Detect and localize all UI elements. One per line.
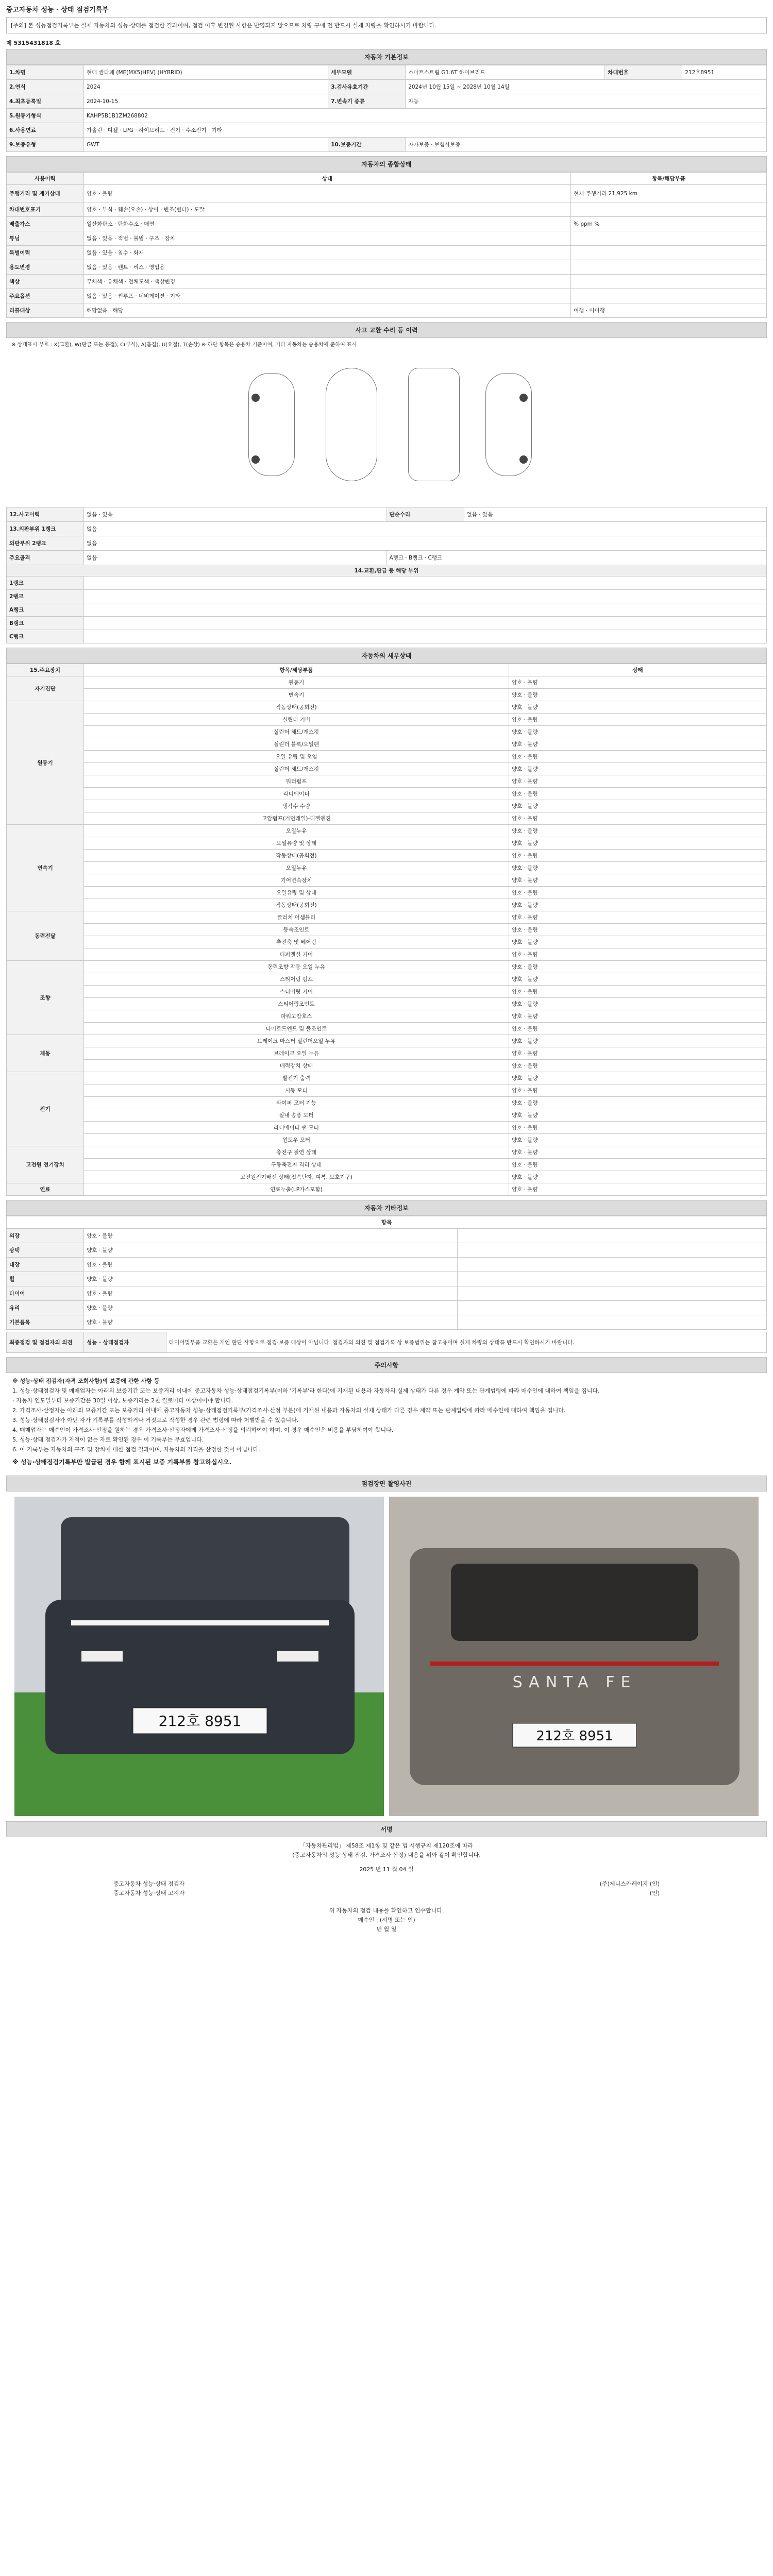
general-row-label: 용도변경	[7, 260, 84, 275]
rank-label: B랭크	[7, 617, 84, 630]
detail-group-label: 제동	[7, 1035, 84, 1072]
detail-state: 양호 · 불량	[509, 788, 767, 800]
value-fuel: 가솔린 · 디젤 · LPG · 하이브리드 · 전기 · 수소전기 · 기타	[84, 123, 767, 138]
simple-repair-value: 없음 · 있음	[464, 507, 767, 522]
detail-item: 와이퍼 모터 기능	[84, 1097, 509, 1109]
detail-item: 배력장치 상태	[84, 1060, 509, 1072]
detail-item: 등속조인트	[84, 924, 509, 936]
detail-item: 고압펌프(커먼레일)-디젤엔진	[84, 812, 509, 825]
accident-table	[6, 507, 767, 643]
general-row-label: 리콜대상	[7, 303, 84, 318]
detail-item: 실린더 커버	[84, 714, 509, 726]
detail-state: 양호 · 불량	[509, 1010, 767, 1023]
accident-value: 없음 · 있음	[84, 507, 387, 522]
general-row-label: 주행거리 및 계기상태	[7, 185, 84, 202]
extra-item: 외장	[7, 1229, 84, 1243]
detail-state: 양호 · 불량	[509, 701, 767, 714]
detail-item: 작동상태(공회전)	[84, 701, 509, 714]
detail-state: 양호 · 불량	[509, 1023, 767, 1035]
value-inspection-period: 2024년 10월 15일 ~ 2028년 10월 14일	[406, 80, 767, 94]
detail-item: 오일유량 및 상태	[84, 887, 509, 899]
detail-item: 파워고압호스	[84, 1010, 509, 1023]
detail-state: 양호 · 불량	[509, 726, 767, 738]
label-model: 세부모델	[328, 65, 406, 80]
extra-item: 유리	[7, 1301, 84, 1315]
label-inspection-period: 3.검사유효기간	[328, 80, 406, 94]
sign-name: (인)	[649, 1890, 660, 1896]
detail-state: 양호 · 불량	[509, 714, 767, 726]
extra-head: 항목	[7, 1216, 767, 1229]
value-transmission: 자동	[406, 94, 767, 109]
detail-state: 양호 · 불량	[509, 911, 767, 924]
detail-state: 양호 · 불량	[509, 936, 767, 948]
detail-item: 스티어링조인트	[84, 998, 509, 1010]
detail-group-label: 변속기	[7, 825, 84, 911]
section-general: 자동차의 종합상태	[6, 156, 767, 172]
label-transmission: 7.변속기 종류	[328, 94, 406, 109]
detail-state: 양호 · 불량	[509, 751, 767, 763]
general-head-item: 항목/해당부품	[571, 173, 767, 185]
general-row-value: 없음 · 있음 · 침수 · 화재	[84, 246, 571, 260]
label-car-name: 1.차명	[7, 65, 84, 80]
detail-item: 실린더 헤드/개스킷	[84, 763, 509, 775]
label-plate: 차대번호	[605, 65, 682, 80]
detail-state: 양호 · 불량	[509, 1122, 767, 1134]
notice-box: [주의] 본 성능점검기록부는 실제 자동차의 성능·상태를 점검한 결과이며, 점검 이후 변경된 사항은 반영되지 않으므로 차량 구매 전 반드시 실제 차량을 확인하시기 바랍니다.	[6, 17, 767, 33]
detail-group-label: 동력전달	[7, 911, 84, 961]
detail-state: 양호 · 불량	[509, 924, 767, 936]
rank-label: 2랭크	[7, 590, 84, 603]
detail-state: 양호 · 불량	[509, 738, 767, 751]
detail-item: 발전기 출력	[84, 1072, 509, 1084]
extra-state: 양호 · 불량	[84, 1229, 458, 1243]
caution-line: 3. 성능·상태점검자가 아닌 자가 기록부를 작성하거나 거짓으로 작성한 경우 관련 법령에 따라 처벌받을 수 있습니다.	[12, 1417, 299, 1423]
caution-notes	[6, 1373, 767, 1476]
detail-item: 냉각수 수량	[84, 800, 509, 812]
detail-item: 연료누출(LP가스포함)	[84, 1183, 509, 1196]
sign-line: 「자동차관리법」 제58조 제1항 및 같은 법 시행규칙 제120조에 따라	[299, 1842, 474, 1849]
wheel-icon	[519, 394, 528, 402]
section-extra: 자동차 기타정보	[6, 1200, 767, 1216]
detail-state: 양호 · 불량	[509, 763, 767, 775]
detail-state: 양호 · 불량	[509, 887, 767, 899]
detail-item: 추진축 및 베어링	[84, 936, 509, 948]
detail-item: 기어변속장치	[84, 874, 509, 887]
label-first-reg: 4.최초등록일	[7, 94, 84, 109]
value-model: 스마트스트림 G1.6T 하이브리드	[406, 65, 605, 80]
detail-item: 오일 유량 및 오염	[84, 751, 509, 763]
page-title: 중고자동차 성능 · 상태 점검기록부	[6, 6, 109, 14]
value-year: 2024	[84, 80, 328, 94]
section-accident-diagram: 사고 교환 수리 등 이력	[6, 322, 767, 338]
detail-item: 브레이크 오일 누유	[84, 1047, 509, 1060]
detail-item: 타이로드엔드 및 볼조인트	[84, 1023, 509, 1035]
value-engine-type: KAHP5B1B1ZM268802	[84, 109, 767, 123]
sign-role: 중고자동차 성능·상태 점검자	[113, 1880, 185, 1887]
detail-state: 양호 · 불량	[509, 1183, 767, 1196]
general-row-label: 차대번호표기	[7, 202, 84, 217]
brand-text: SANTA FE	[512, 1673, 637, 1691]
detail-state: 양호 · 불량	[509, 874, 767, 887]
detail-state: 양호 · 불량	[509, 775, 767, 788]
general-row-value: 양호 · 부식 · 훼손(오손) · 상이 · 변조(변타) · 도말	[84, 202, 571, 217]
value-plate: 212호8951	[682, 65, 767, 80]
detail-state: 양호 · 불량	[509, 1159, 767, 1171]
detail-state: 양호 · 불량	[509, 1060, 767, 1072]
detail-group-label: 고전원 전기장치	[7, 1146, 84, 1183]
detail-group-label: 전기	[7, 1072, 84, 1146]
detail-item: 실린더 블록/오일팬	[84, 738, 509, 751]
detail-item: 구동축전지 격리 상태	[84, 1159, 509, 1171]
detail-state: 양호 · 불량	[509, 1134, 767, 1146]
detail-state: 양호 · 불량	[509, 812, 767, 825]
detail-item: 충전구 절연 상태	[84, 1146, 509, 1159]
caution-line: - 자동차 인도일부터 보증기간은 30일 이상, 보증거리는 2천 킬로미터 이상이어야 합니다.	[12, 1397, 233, 1404]
car-frame-view	[408, 368, 460, 481]
frame-rank-value: A랭크 · B랭크 · C랭크	[386, 551, 767, 565]
label-fuel: 6.사용연료	[7, 123, 84, 138]
detail-state: 양호 · 불량	[509, 1097, 767, 1109]
detail-group-label: 조향	[7, 961, 84, 1035]
exchange-subheader: 14.교환,판금 등 해당 부위	[7, 565, 767, 577]
basic-info-table	[6, 65, 767, 152]
inspector-label: 성능 · 상태점검자	[84, 1332, 166, 1353]
section-basic-info: 자동차 기본정보	[6, 49, 767, 65]
detail-head-item: 항목/해당부품	[84, 664, 509, 676]
detail-item: 라디에이터	[84, 788, 509, 800]
extra-item: 기본품목	[7, 1315, 84, 1330]
rank-label: C랭크	[7, 630, 84, 643]
detail-table	[6, 664, 767, 1196]
wheel-icon	[251, 394, 260, 402]
detail-state: 양호 · 불량	[509, 1084, 767, 1097]
diagram-legend: ※ 상태표시 부호 : X(교환), W(판금 또는 용접), C(부식), A(흠집), U(요철), T(손상) ※ 하단 항목은 승용차 기준이며, 기타 자동차는 승용차에 준하여 표시	[11, 342, 357, 348]
opinion-table	[6, 1332, 767, 1353]
extra-state: 양호 · 불량	[84, 1315, 458, 1330]
detail-state: 양호 · 불량	[509, 1171, 767, 1183]
general-row-label: 주요옵션	[7, 289, 84, 303]
detail-item: 고전원전기배선 상태(접속단자, 피복, 보호기구)	[84, 1171, 509, 1183]
label-warranty-period: 10.보증기간	[328, 138, 406, 152]
extra-state: 양호 · 불량	[84, 1301, 458, 1315]
extra-state: 양호 · 불량	[84, 1258, 458, 1272]
detail-item: 실린더 헤드/개스킷	[84, 726, 509, 738]
label-engine-type: 5.원동기형식	[7, 109, 84, 123]
detail-state: 양호 · 불량	[509, 899, 767, 911]
car-rear-photo	[389, 1497, 759, 1816]
buyer-signature[interactable]: 매수인 : (서명 또는 인)	[358, 1917, 415, 1923]
general-row-label: 튜닝	[7, 231, 84, 246]
detail-state: 양호 · 불량	[509, 1035, 767, 1047]
general-row-value: 무채색 · 유채색 · 전체도색 · 색상변경	[84, 275, 571, 289]
detail-item: 원동기	[84, 676, 509, 689]
general-row-value: 없음 · 있음 · 적법 · 불법 · 구조 · 장치	[84, 231, 571, 246]
rank-label: A랭크	[7, 603, 84, 617]
caution-line: ※ 성능·상태 점검자(자격 조회사항)의 보증에 관한 사항 등	[12, 1378, 160, 1384]
detail-head-state: 상태	[509, 664, 767, 676]
section-photos: 점검장면 촬영사진	[6, 1476, 767, 1492]
extra-state: 양호 · 불량	[84, 1272, 458, 1286]
detail-state: 양호 · 불량	[509, 862, 767, 874]
general-table	[6, 172, 767, 318]
detail-state: 양호 · 불량	[509, 825, 767, 837]
caution-line: 5. 성능·상태 점검자가 자격이 없는 자로 확인된 경우 이 기록부는 무효입니다.	[12, 1436, 204, 1443]
detail-item: 변속기	[84, 689, 509, 701]
plate-text: 212호 8951	[536, 1728, 613, 1744]
car-front-photo	[14, 1497, 384, 1816]
rank-label: 1랭크	[7, 577, 84, 590]
accident-value: 없음	[84, 522, 767, 536]
car-top-view	[326, 368, 377, 481]
caution-line: 1. 성능·상태점검자 및 매매업자는 아래의 보증기간 또는 보증거리 이내에 중고자동차 성능·상태점검기록부(이하 '기록부'라 한다)에 기재된 내용과 자동차의 실제 상태가 다른 경우 계약 또는 관계법령에 따라 매수인에 대하여 책임을 집니다.	[12, 1387, 600, 1394]
detail-item: 시동 모터	[84, 1084, 509, 1097]
certificate-number: 제 5315431818 호	[6, 40, 61, 46]
plate-text: 212호 8951	[158, 1713, 242, 1730]
general-row-value: 해당없음 · 해당	[84, 303, 571, 318]
detail-state: 양호 · 불량	[509, 1146, 767, 1159]
general-row-extra: % ppm %	[571, 217, 767, 231]
simple-repair-label: 단순수리	[386, 507, 464, 522]
detail-item: 오일누유	[84, 862, 509, 874]
caution-line: 2. 가격조사·산정자는 아래의 보증기간 또는 보증거리 이내에 중고자동차 성능·상태점검기록부(가격조사·산정 부분)에 기재된 내용과 자동차의 실제 상태가 다른 경우 계약 또는 관계법령에 따라 매수인에 대하여 책임을 집니다.	[12, 1407, 566, 1414]
car-diagram	[6, 352, 767, 507]
detail-item: 스티어링 기어	[84, 986, 509, 998]
accident-label: 외판부위 2랭크	[7, 536, 84, 551]
caution-bold: ※ 성능·상태점검기록부만 발급된 경우 함께 표시된 보증 기록부를 참고하십시오.	[12, 1459, 232, 1466]
general-row-value: 없음 · 있음 · 썬루프 · 네비게이션 · 기타	[84, 289, 571, 303]
detail-item: 클러치 어셈블리	[84, 911, 509, 924]
general-row-extra: 현재 주행거리 21,925 km	[571, 185, 767, 202]
sign-line: (중고자동차의 성능·상태 점검, 가격조사·산정) 내용을 위와 같이 확인합니다.	[292, 1852, 481, 1858]
detail-group-label: 자기진단	[7, 676, 84, 701]
detail-state: 양호 · 불량	[509, 850, 767, 862]
sign-name: (주)제니스카레이지 (인)	[599, 1880, 660, 1887]
detail-item: 워터펌프	[84, 775, 509, 788]
extra-table	[6, 1216, 767, 1330]
general-row-extra: 이행 · 미이행	[571, 303, 767, 318]
detail-state: 양호 · 불량	[509, 998, 767, 1010]
caution-line: 4. 매매업자는 매수인이 가격조사·산정을 원하는 경우 가격조사·산정자에게 가격조사·산정을 의뢰하여야 하며, 이 경우 매수인은 비용을 부담하여야 합니다.	[12, 1427, 394, 1433]
detail-item: 작동상태(공회전)	[84, 899, 509, 911]
extra-state: 양호 · 불량	[84, 1243, 458, 1258]
header	[0, 0, 773, 47]
detail-item: 디퍼렌셜 기어	[84, 948, 509, 961]
accident-label: 13.외판부위 1랭크	[7, 522, 84, 536]
value-warranty-type: GWT	[84, 138, 328, 152]
general-row-label: 배출가스	[7, 217, 84, 231]
sign-ymd: 년 월 일	[376, 1926, 397, 1933]
detail-item: 동력조향 작동 오일 누유	[84, 961, 509, 973]
accident-label: 주요골격	[7, 551, 84, 565]
detail-group-label: 원동기	[7, 701, 84, 825]
sign-role: 중고자동차 성능·상태 고지자	[113, 1890, 185, 1896]
detail-item: 라디에이터 팬 모터	[84, 1122, 509, 1134]
detail-head-device: 15.주요장치	[7, 664, 84, 676]
section-signature: 서명	[6, 1821, 767, 1837]
section-caution: 주의사항	[6, 1357, 767, 1373]
wheel-icon	[519, 455, 528, 464]
accident-value: 없음	[84, 551, 387, 565]
opinion-label: 최종점검 및 점검자의 의견	[7, 1332, 84, 1353]
detail-state: 양호 · 불량	[509, 973, 767, 986]
detail-item: 브레이크 마스터 실린더오일 누유	[84, 1035, 509, 1047]
detail-state: 양호 · 불량	[509, 1109, 767, 1122]
sign-date: 2025 년 11 월 04 일	[359, 1866, 414, 1873]
detail-item: 윈도우 모터	[84, 1134, 509, 1146]
label-year: 2.연식	[7, 80, 84, 94]
signature-block	[6, 1837, 767, 1938]
extra-item: 광택	[7, 1243, 84, 1258]
general-row-label: 색상	[7, 275, 84, 289]
detail-item: 실내 송풍 모터	[84, 1109, 509, 1122]
detail-state: 양호 · 불량	[509, 948, 767, 961]
general-head-usage: 사용이력	[7, 173, 84, 185]
general-row-label: 특별이력	[7, 246, 84, 260]
accident-label: 12.사고이력	[7, 507, 84, 522]
photo-row	[6, 1492, 767, 1821]
detail-state: 양호 · 불량	[509, 986, 767, 998]
general-head-state: 상태	[84, 173, 571, 185]
value-car-name: 현대 싼타페 (ME(MX5)HEV) (HYBRID)	[84, 65, 328, 80]
general-row-value: 일산화탄소 · 탄화수소 · 매연	[84, 217, 571, 231]
opinion-text: 타이어및부품 교환은 개인 판단 사항으로 점검·보증 대상이 아닙니다. 점검자의 의견 및 점검기록 상 보증범위는 참고용이며 실제 차량의 상태를 반드시 확인하시기 바랍니다.	[166, 1332, 767, 1353]
wheel-icon	[251, 455, 260, 464]
extra-item: 내장	[7, 1258, 84, 1272]
detail-state: 양호 · 불량	[509, 1047, 767, 1060]
detail-state: 양호 · 불량	[509, 837, 767, 850]
general-row-value: 양호 · 불량	[84, 185, 571, 202]
extra-item: 휠	[7, 1272, 84, 1286]
value-first-reg: 2024-10-15	[84, 94, 328, 109]
detail-state: 양호 · 불량	[509, 961, 767, 973]
extra-item: 타이어	[7, 1286, 84, 1301]
photo-front	[14, 1497, 384, 1816]
caution-line: 6. 이 기록부는 자동차의 구조 및 장치에 대한 점검 결과이며, 자동차의 가격을 산정한 것이 아닙니다.	[12, 1446, 260, 1453]
detail-item: 오일누유	[84, 825, 509, 837]
detail-state: 양호 · 불량	[509, 800, 767, 812]
section-detail: 자동차의 세부상태	[6, 648, 767, 664]
value-warranty-period: 자가보증 · 보험사보증	[406, 138, 767, 152]
detail-state: 양호 · 불량	[509, 1072, 767, 1084]
general-row-value: 없음 · 있음 · 렌트 · 리스 · 영업용	[84, 260, 571, 275]
detail-item: 작동상태(공회전)	[84, 850, 509, 862]
detail-item: 오일유량 및 상태	[84, 837, 509, 850]
detail-state: 양호 · 불량	[509, 676, 767, 689]
detail-state: 양호 · 불량	[509, 689, 767, 701]
photo-rear	[389, 1497, 759, 1816]
sign-line: 위 자동차의 점검 내용을 확인하고 인수합니다.	[329, 1907, 444, 1914]
label-warranty-type: 9.보증유형	[7, 138, 84, 152]
accident-value: 없음	[84, 536, 767, 551]
detail-group-label: 연료	[7, 1183, 84, 1196]
extra-state: 양호 · 불량	[84, 1286, 458, 1301]
detail-item: 스티어링 펌프	[84, 973, 509, 986]
